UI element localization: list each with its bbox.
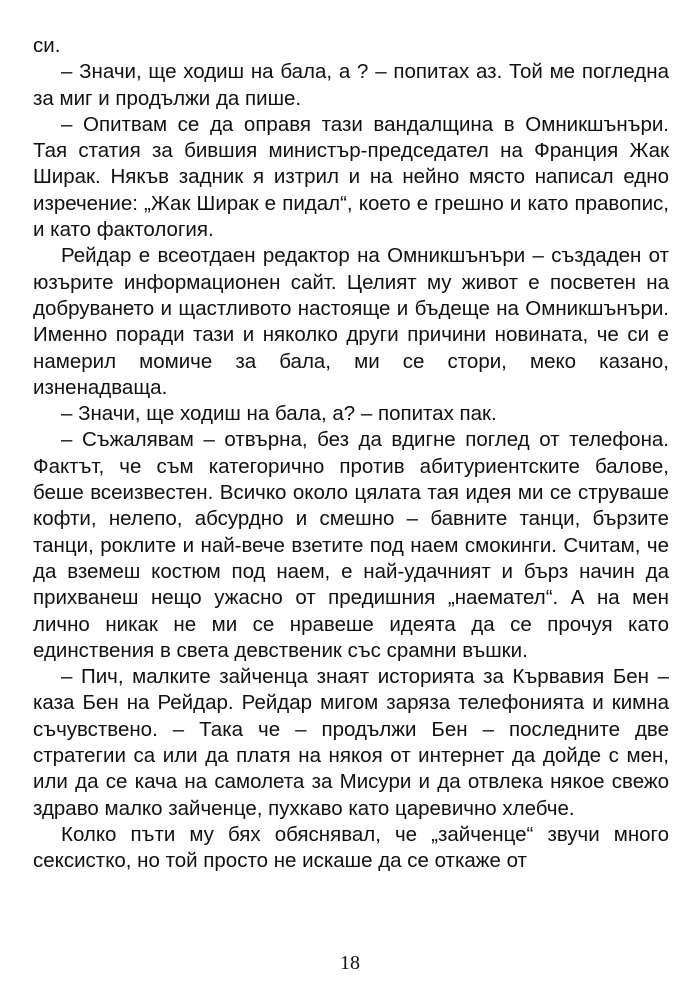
paragraph: – Значи, ще ходиш на бала, а ? – попитах аз. Той ме погледна за миг и продължи да пише. [33,60,669,110]
paragraph: – Съжалявам – отвърна, без да вдигне поглед от телефона. Фактът, че съм категорично против абитуриентските балове, беше всеизвестен. Всичко около цялата тая идея ми се струваше кофти, нелепо, абсурдно и смешно – бавните танци, бързите танци, роклите и най-вече взетите под наем смокинги. Считам, че да вземеш костюм под наем, е най-удачният и бърз начин да прихванеш нещо ужасно от предишния „наемател“. А на мен лично никак не ми се нравеше идеята да се прочуя като единствения в света девственик със срамни въшки. [33,428,669,662]
page-number: 18 [340,952,360,974]
paragraph: – Значи, ще ходиш на бала, а? – попитах пак. [61,402,497,426]
paragraph: – Пич, малките зайченца знаят историята за Кървавия Бен – каза Бен на Рейдар. Рейдар мигом заряза телефонията и кимна съчувствено. – Така че – продължи Бен – последните две стратегии са или да платя на някоя от интернет да дойде с мен, или да се кача на самолета за Мисури и да отвлека някое свежо здраво малко зайченце, пухкаво като царевично хлебче. [33,665,669,820]
body-text [33,33,669,875]
paragraph: Рейдар е всеотдаен редактор на Омникшънъри – създаден от юзърите информационен сайт. Целият му живот е посветен на добруването и щастливото настояще и бъдеще на Омникшънъри. Именно поради тази и няколко други причини новината, че си е намерил момиче за бала, ми се стори, меко казано, изненадваща. [33,244,669,399]
paragraph: – Опитвам се да оправя тази вандалщина в Омникшънъри. Тая статия за бившия министър-председател на Франция Жак Ширак. Някъв задник я изтрил и на нейно място написал едно изречение: „Жак Ширак е пидал“, което е грешно и като правопис, и като фактология. [33,112,669,242]
paragraph: Колко пъти му бях обяснявал, че „зайченце“ звучи много сексистко, но той просто не искаше да се откаже от [33,822,669,873]
paragraph: си. [33,34,61,57]
